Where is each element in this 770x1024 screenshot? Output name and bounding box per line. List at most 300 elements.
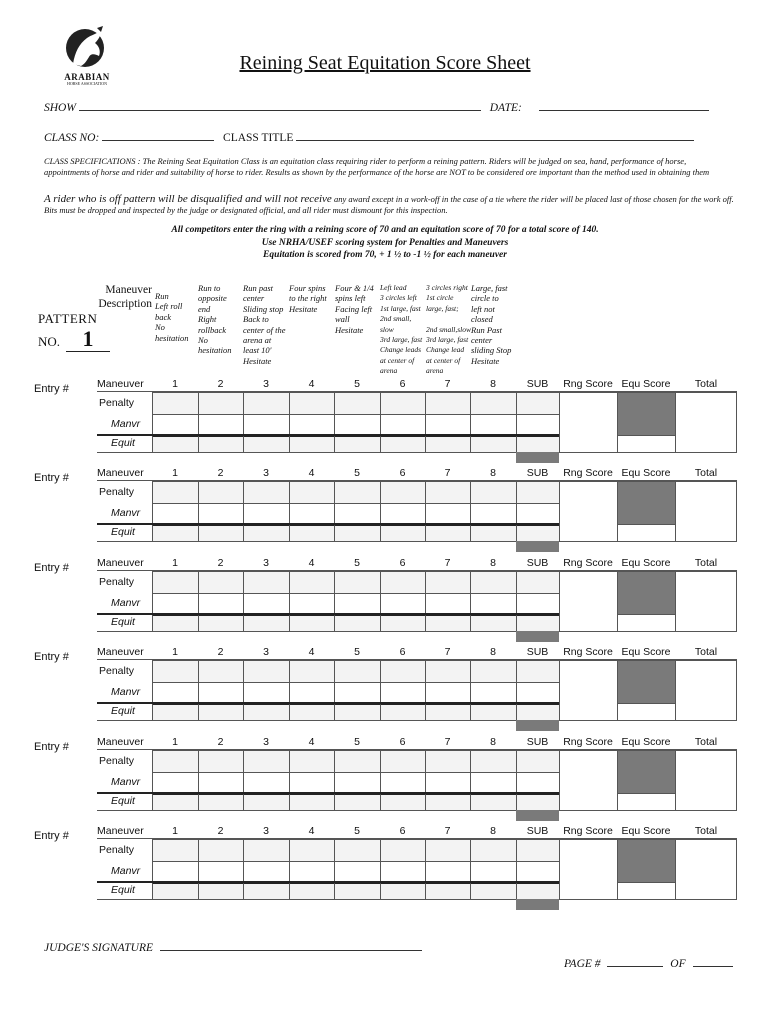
maneuver-1-manvr-cell[interactable] xyxy=(152,503,198,524)
total-cell[interactable] xyxy=(675,481,737,541)
thick-divider xyxy=(97,792,559,794)
show-field[interactable] xyxy=(79,109,481,111)
maneuver-7-manvr-cell[interactable] xyxy=(425,682,470,703)
rng-score-cell[interactable] xyxy=(559,839,617,899)
maneuver-5-equit-cell[interactable] xyxy=(334,703,380,720)
maneuver-1-equit-cell[interactable] xyxy=(152,703,198,720)
total-cell[interactable] xyxy=(675,839,737,899)
maneuver-2-penalty-cell[interactable] xyxy=(198,750,243,772)
row-divider xyxy=(559,810,737,811)
maneuver-6-manvr-cell[interactable] xyxy=(380,503,425,524)
thick-divider xyxy=(97,702,559,704)
maneuver-description-label xyxy=(92,283,152,311)
sub-penalty-cell[interactable] xyxy=(516,392,559,414)
sub-manvr-cell[interactable] xyxy=(516,682,559,703)
instruction-line: All competitors enter the ring with a reining score of 70 and an equitation score of 70 for a total score of 140. xyxy=(171,225,599,235)
maneuver-3-equit-cell[interactable] xyxy=(243,703,289,720)
maneuver-3-header: 3 xyxy=(263,378,269,390)
rng-score-header: Rng Score xyxy=(563,646,613,658)
maneuver-3-manvr-cell[interactable] xyxy=(243,861,289,882)
maneuver-4-manvr-cell[interactable] xyxy=(289,682,334,703)
maneuver-7-header: 7 xyxy=(444,467,451,479)
maneuver-6-manvr-cell[interactable] xyxy=(380,772,425,793)
page-total-field[interactable] xyxy=(693,965,733,967)
equ-score-cell[interactable] xyxy=(617,882,675,899)
disqualification-lead: A rider who is off pattern will be disqualified and will not receive xyxy=(44,193,332,205)
maneuver-1-penalty-cell[interactable] xyxy=(152,392,198,414)
maneuver-1-penalty-cell[interactable] xyxy=(152,481,198,503)
maneuver-8-header: 8 xyxy=(490,378,496,390)
maneuver-3-header: 3 xyxy=(263,736,269,748)
maneuver-header: Maneuver xyxy=(97,378,144,390)
sub-manvr-cell[interactable] xyxy=(516,861,559,882)
total-cell[interactable] xyxy=(675,392,737,452)
maneuver-8-manvr-cell[interactable] xyxy=(470,593,516,614)
score-block xyxy=(97,375,737,463)
sub-manvr-cell[interactable] xyxy=(516,414,559,435)
maneuver-6-header: 6 xyxy=(399,825,406,837)
maneuver-header: Maneuver xyxy=(97,646,144,658)
maneuver-description-2: Run to opposite end Right rollback No hesitation xyxy=(198,283,232,356)
maneuver-8-penalty-cell[interactable] xyxy=(470,392,516,414)
maneuver-1-penalty-cell[interactable] xyxy=(152,750,198,772)
total-header: Total xyxy=(694,467,718,479)
rng-score-cell[interactable] xyxy=(559,750,617,810)
maneuver-2-manvr-cell[interactable] xyxy=(198,682,243,703)
maneuver-7-header: 7 xyxy=(444,736,451,748)
judge-signature-label: JUDGE'S SIGNATURE xyxy=(44,942,154,954)
sub-penalty-cell[interactable] xyxy=(516,571,559,593)
maneuver-3-equit-cell[interactable] xyxy=(243,524,289,541)
maneuver-8-manvr-cell[interactable] xyxy=(470,861,516,882)
penalty-label: Penalty xyxy=(99,665,135,677)
maneuver-2-equit-cell[interactable] xyxy=(198,524,243,541)
maneuver-1-equit-cell[interactable] xyxy=(152,882,198,899)
maneuver-1-equit-cell[interactable] xyxy=(152,435,198,452)
entry-number-label: Entry # xyxy=(34,830,69,842)
rng-score-header: Rng Score xyxy=(563,557,613,569)
maneuver-1-equit-cell[interactable] xyxy=(152,793,198,810)
maneuver-8-header: 8 xyxy=(490,646,496,658)
total-cell[interactable] xyxy=(675,571,737,631)
maneuver-2-manvr-cell[interactable] xyxy=(198,593,243,614)
maneuver-4-penalty-cell[interactable] xyxy=(289,392,334,414)
maneuver-6-manvr-cell[interactable] xyxy=(380,682,425,703)
rng-score-header: Rng Score xyxy=(563,378,613,390)
date-label: DATE: xyxy=(489,102,522,114)
entry-number-label: Entry # xyxy=(34,562,69,574)
maneuver-6-penalty-cell[interactable] xyxy=(380,839,425,861)
judge-signature-row xyxy=(44,942,422,954)
maneuver-5-manvr-cell[interactable] xyxy=(334,503,380,524)
maneuver-8-header: 8 xyxy=(490,736,496,748)
sub-shaded-cell xyxy=(516,720,559,731)
maneuver-1-header: 1 xyxy=(172,646,178,658)
maneuver-3-manvr-cell[interactable] xyxy=(243,414,289,435)
row-divider xyxy=(97,541,516,542)
maneuver-7-penalty-cell[interactable] xyxy=(425,750,470,772)
maneuver-3-penalty-cell[interactable] xyxy=(243,839,289,861)
class-title-label: CLASS TITLE xyxy=(223,132,294,144)
maneuver-5-manvr-cell[interactable] xyxy=(334,593,380,614)
maneuver-4-manvr-cell[interactable] xyxy=(289,414,334,435)
maneuver-2-manvr-cell[interactable] xyxy=(198,503,243,524)
maneuver-7-penalty-cell[interactable] xyxy=(425,839,470,861)
maneuver-3-penalty-cell[interactable] xyxy=(243,660,289,682)
maneuver-4-header: 4 xyxy=(308,646,315,658)
penalty-label: Penalty xyxy=(99,486,135,498)
penalty-label: Penalty xyxy=(99,397,135,409)
maneuver-2-equit-cell[interactable] xyxy=(198,614,243,631)
maneuver-4-equit-cell[interactable] xyxy=(289,703,334,720)
maneuver-5-equit-cell[interactable] xyxy=(334,882,380,899)
maneuver-7-header: 7 xyxy=(444,378,451,390)
maneuver-1-penalty-cell[interactable] xyxy=(152,571,198,593)
row-divider xyxy=(97,810,516,811)
thick-divider xyxy=(97,434,559,436)
maneuver-5-equit-cell[interactable] xyxy=(334,793,380,810)
maneuver-5-penalty-cell[interactable] xyxy=(334,481,380,503)
maneuver-5-equit-cell[interactable] xyxy=(334,524,380,541)
maneuver-4-manvr-cell[interactable] xyxy=(289,861,334,882)
total-header: Total xyxy=(694,825,718,837)
maneuver-7-equit-cell[interactable] xyxy=(425,793,470,810)
maneuver-8-penalty-cell[interactable] xyxy=(470,750,516,772)
maneuver-4-manvr-cell[interactable] xyxy=(289,772,334,793)
maneuver-6-equit-cell[interactable] xyxy=(380,435,425,452)
total-header: Total xyxy=(694,378,718,390)
header-divider xyxy=(97,659,737,660)
maneuver-2-header: 2 xyxy=(217,646,224,658)
maneuver-3-manvr-cell[interactable] xyxy=(243,772,289,793)
maneuver-3-manvr-cell[interactable] xyxy=(243,593,289,614)
maneuver-4-header: 4 xyxy=(308,736,315,748)
sub-equit-cell[interactable] xyxy=(516,524,559,541)
row-divider xyxy=(97,452,516,453)
maneuver-1-manvr-cell[interactable] xyxy=(152,414,198,435)
maneuver-3-penalty-cell[interactable] xyxy=(243,750,289,772)
maneuver-2-manvr-cell[interactable] xyxy=(198,414,243,435)
maneuver-5-equit-cell[interactable] xyxy=(334,614,380,631)
manvr-label: Manvr xyxy=(111,865,141,877)
maneuver-description-5: Four & 1/4 spins left Facing left wall Hesitate xyxy=(335,283,374,335)
maneuver-1-header: 1 xyxy=(172,825,178,837)
maneuver-4-equit-cell[interactable] xyxy=(289,793,334,810)
maneuver-header: Maneuver xyxy=(97,825,144,837)
maneuver-8-penalty-cell[interactable] xyxy=(470,571,516,593)
maneuver-8-penalty-cell[interactable] xyxy=(470,660,516,682)
maneuver-5-manvr-cell[interactable] xyxy=(334,414,380,435)
sub-penalty-cell[interactable] xyxy=(516,750,559,772)
maneuver-7-header: 7 xyxy=(444,557,451,569)
maneuver-8-equit-cell[interactable] xyxy=(470,435,516,452)
maneuver-description-7: 3 circles right 1st circle large, fast; 2nd small,slow 3rd large, fast Change lead at center of arena xyxy=(426,283,472,376)
maneuver-6-penalty-cell[interactable] xyxy=(380,750,425,772)
maneuver-6-equit-cell[interactable] xyxy=(380,703,425,720)
maneuver-7-equit-cell[interactable] xyxy=(425,524,470,541)
maneuver-4-manvr-cell[interactable] xyxy=(289,503,334,524)
maneuver-7-manvr-cell[interactable] xyxy=(425,503,470,524)
equ-score-cell[interactable] xyxy=(617,524,675,541)
maneuver-8-manvr-cell[interactable] xyxy=(470,682,516,703)
class-specifications: CLASS SPECIFICATIONS : The Reining Seat Equitation Class is an equitation class requiring rider to perform a reining pattern. Riders will be judged on sea, hand, performance of horse, appointments of horse and rider and suitability of horse to rider. Results as shown by the performance of the horse are NOT to be considered ore important than the method used in obtaining them xyxy=(44,156,710,177)
class-no-field[interactable] xyxy=(102,139,214,141)
header-divider xyxy=(97,391,737,392)
row-divider xyxy=(97,720,516,721)
maneuver-3-equit-cell[interactable] xyxy=(243,435,289,452)
maneuver-7-manvr-cell[interactable] xyxy=(425,593,470,614)
maneuver-1-manvr-cell[interactable] xyxy=(152,861,198,882)
maneuver-6-manvr-cell[interactable] xyxy=(380,414,425,435)
maneuver-3-header: 3 xyxy=(263,467,269,479)
total-cell[interactable] xyxy=(675,660,737,720)
maneuver-5-manvr-cell[interactable] xyxy=(334,772,380,793)
equit-label: Equit xyxy=(111,526,135,538)
maneuver-2-equit-cell[interactable] xyxy=(198,793,243,810)
total-cell[interactable] xyxy=(675,750,737,810)
maneuver-3-header: 3 xyxy=(263,646,269,658)
maneuver-4-manvr-cell[interactable] xyxy=(289,593,334,614)
page-number-row xyxy=(564,958,733,970)
maneuver-7-penalty-cell[interactable] xyxy=(425,571,470,593)
sub-equit-cell[interactable] xyxy=(516,435,559,452)
sub-penalty-cell[interactable] xyxy=(516,481,559,503)
maneuver-2-penalty-cell[interactable] xyxy=(198,839,243,861)
row-divider xyxy=(559,899,737,900)
maneuver-4-penalty-cell[interactable] xyxy=(289,750,334,772)
maneuver-6-penalty-cell[interactable] xyxy=(380,392,425,414)
sub-header: SUB xyxy=(526,646,549,658)
disqualification-note xyxy=(44,194,734,216)
sub-equit-cell[interactable] xyxy=(516,793,559,810)
maneuver-6-manvr-cell[interactable] xyxy=(380,593,425,614)
maneuver-8-equit-cell[interactable] xyxy=(470,703,516,720)
maneuver-1-penalty-cell[interactable] xyxy=(152,839,198,861)
rng-score-cell[interactable] xyxy=(559,392,617,452)
sub-header: SUB xyxy=(526,825,549,837)
maneuver-7-equit-cell[interactable] xyxy=(425,435,470,452)
pattern-number: 1 xyxy=(66,327,110,352)
maneuver-8-penalty-cell[interactable] xyxy=(470,481,516,503)
maneuver-5-manvr-cell[interactable] xyxy=(334,861,380,882)
equ-score-shaded-cell xyxy=(617,481,675,524)
maneuver-3-penalty-cell[interactable] xyxy=(243,392,289,414)
sub-manvr-cell[interactable] xyxy=(516,503,559,524)
maneuver-7-penalty-cell[interactable] xyxy=(425,481,470,503)
sub-penalty-cell[interactable] xyxy=(516,839,559,861)
maneuver-6-penalty-cell[interactable] xyxy=(380,481,425,503)
sub-header: SUB xyxy=(526,467,549,479)
maneuver-8-header: 8 xyxy=(490,825,496,837)
maneuver-7-equit-cell[interactable] xyxy=(425,614,470,631)
maneuver-2-penalty-cell[interactable] xyxy=(198,481,243,503)
maneuver-4-equit-cell[interactable] xyxy=(289,882,334,899)
maneuver-8-equit-cell[interactable] xyxy=(470,793,516,810)
maneuver-6-header: 6 xyxy=(399,736,406,748)
maneuver-1-header: 1 xyxy=(172,378,178,390)
thick-divider xyxy=(97,881,559,883)
sub-equit-cell[interactable] xyxy=(516,882,559,899)
equ-score-cell[interactable] xyxy=(617,703,675,720)
maneuver-2-manvr-cell[interactable] xyxy=(198,861,243,882)
score-block xyxy=(97,554,737,642)
maneuver-8-equit-cell[interactable] xyxy=(470,524,516,541)
sub-manvr-cell[interactable] xyxy=(516,772,559,793)
sub-header: SUB xyxy=(526,557,549,569)
maneuver-2-penalty-cell[interactable] xyxy=(198,660,243,682)
maneuver-7-manvr-cell[interactable] xyxy=(425,772,470,793)
equ-score-cell[interactable] xyxy=(617,793,675,810)
maneuver-2-header: 2 xyxy=(217,736,224,748)
maneuver-6-header: 6 xyxy=(399,557,406,569)
disqualification-rest: any award except in a work-off in the case of a tie where the rider will be placed last of those chosen for the work off. Bits must be dropped and inspected by the judge or designated official, and all rider must dismount for this inspection. xyxy=(44,194,734,215)
maneuver-5-manvr-cell[interactable] xyxy=(334,682,380,703)
maneuver-5-header: 5 xyxy=(354,467,360,479)
maneuver-5-penalty-cell[interactable] xyxy=(334,660,380,682)
equ-score-cell[interactable] xyxy=(617,435,675,452)
logo-subtext: HORSE ASSOCIATION xyxy=(66,81,108,86)
maneuver-2-header: 2 xyxy=(217,378,224,390)
maneuver-8-manvr-cell[interactable] xyxy=(470,772,516,793)
maneuver-5-equit-cell[interactable] xyxy=(334,435,380,452)
date-field[interactable] xyxy=(539,109,709,111)
sub-penalty-cell[interactable] xyxy=(516,660,559,682)
sub-equit-cell[interactable] xyxy=(516,614,559,631)
maneuver-8-manvr-cell[interactable] xyxy=(470,414,516,435)
maneuver-1-header: 1 xyxy=(172,557,178,569)
maneuver-8-manvr-cell[interactable] xyxy=(470,503,516,524)
maneuver-6-manvr-cell[interactable] xyxy=(380,861,425,882)
page-label: PAGE # xyxy=(564,958,601,970)
maneuver-5-penalty-cell[interactable] xyxy=(334,392,380,414)
maneuver-5-penalty-cell[interactable] xyxy=(334,571,380,593)
rng-score-cell[interactable] xyxy=(559,571,617,631)
maneuver-1-manvr-cell[interactable] xyxy=(152,772,198,793)
maneuver-2-manvr-cell[interactable] xyxy=(198,772,243,793)
row-divider xyxy=(559,541,737,542)
of-label: OF xyxy=(670,958,686,970)
maneuver-4-equit-cell[interactable] xyxy=(289,435,334,452)
thick-divider xyxy=(97,613,559,615)
rng-score-cell[interactable] xyxy=(559,660,617,720)
rng-score-header: Rng Score xyxy=(563,467,613,479)
class-no-label: CLASS NO: xyxy=(44,132,100,144)
score-block xyxy=(97,643,737,731)
maneuver-8-equit-cell[interactable] xyxy=(470,882,516,899)
maneuver-4-penalty-cell[interactable] xyxy=(289,660,334,682)
maneuver-4-header: 4 xyxy=(308,557,315,569)
sub-header: SUB xyxy=(526,378,549,390)
penalty-label: Penalty xyxy=(99,844,135,856)
maneuver-description-4: Four spins to the right Hesitate xyxy=(289,283,327,314)
maneuver-2-equit-cell[interactable] xyxy=(198,703,243,720)
maneuver-3-manvr-cell[interactable] xyxy=(243,682,289,703)
maneuver-description-3: Run past center Sliding stop Back to center of the arena at least 10' Hesitate xyxy=(243,283,286,366)
equ-score-shaded-cell xyxy=(617,750,675,793)
sub-header: SUB xyxy=(526,736,549,748)
maneuver-5-penalty-cell[interactable] xyxy=(334,750,380,772)
page-number-field[interactable] xyxy=(607,965,663,967)
header-divider xyxy=(97,480,737,481)
maneuver-3-equit-cell[interactable] xyxy=(243,793,289,810)
maneuver-6-header: 6 xyxy=(399,646,406,658)
header-divider xyxy=(97,838,737,839)
manvr-label: Manvr xyxy=(111,418,141,430)
maneuver-6-equit-cell[interactable] xyxy=(380,524,425,541)
maneuver-4-equit-cell[interactable] xyxy=(289,524,334,541)
maneuver-1-equit-cell[interactable] xyxy=(152,614,198,631)
maneuver-6-equit-cell[interactable] xyxy=(380,614,425,631)
maneuver-8-penalty-cell[interactable] xyxy=(470,839,516,861)
maneuver-1-manvr-cell[interactable] xyxy=(152,682,198,703)
maneuver-7-penalty-cell[interactable] xyxy=(425,392,470,414)
maneuver-3-equit-cell[interactable] xyxy=(243,614,289,631)
maneuver-header: Maneuver xyxy=(97,736,144,748)
sub-equit-cell[interactable] xyxy=(516,703,559,720)
maneuver-2-equit-cell[interactable] xyxy=(198,435,243,452)
judge-signature-field[interactable] xyxy=(160,949,422,951)
maneuver-5-penalty-cell[interactable] xyxy=(334,839,380,861)
maneuver-6-equit-cell[interactable] xyxy=(380,793,425,810)
maneuver-7-equit-cell[interactable] xyxy=(425,703,470,720)
maneuver-7-manvr-cell[interactable] xyxy=(425,414,470,435)
equit-label: Equit xyxy=(111,616,135,628)
header-divider xyxy=(97,570,737,571)
maneuver-8-header: 8 xyxy=(490,557,496,569)
sub-shaded-cell xyxy=(516,631,559,642)
entry-number-label: Entry # xyxy=(34,472,69,484)
equ-score-header: Equ Score xyxy=(621,646,671,658)
maneuver-8-equit-cell[interactable] xyxy=(470,614,516,631)
maneuver-5-header: 5 xyxy=(354,825,360,837)
row-divider xyxy=(559,452,737,453)
maneuver-4-header: 4 xyxy=(308,825,315,837)
maneuver-3-equit-cell[interactable] xyxy=(243,882,289,899)
maneuver-7-equit-cell[interactable] xyxy=(425,882,470,899)
maneuver-4-penalty-cell[interactable] xyxy=(289,571,334,593)
maneuver-3-penalty-cell[interactable] xyxy=(243,481,289,503)
maneuver-6-penalty-cell[interactable] xyxy=(380,571,425,593)
maneuver-1-penalty-cell[interactable] xyxy=(152,660,198,682)
maneuver-4-penalty-cell[interactable] xyxy=(289,839,334,861)
maneuver-6-equit-cell[interactable] xyxy=(380,882,425,899)
maneuver-2-equit-cell[interactable] xyxy=(198,882,243,899)
maneuver-1-manvr-cell[interactable] xyxy=(152,593,198,614)
rng-score-cell[interactable] xyxy=(559,481,617,541)
rng-score-header: Rng Score xyxy=(563,825,613,837)
total-header: Total xyxy=(694,646,718,658)
score-block xyxy=(97,822,737,910)
maneuver-7-manvr-cell[interactable] xyxy=(425,861,470,882)
sub-manvr-cell[interactable] xyxy=(516,593,559,614)
class-title-field[interactable] xyxy=(296,139,694,141)
entry-number-label: Entry # xyxy=(34,651,69,663)
equ-score-cell[interactable] xyxy=(617,614,675,631)
maneuver-2-penalty-cell[interactable] xyxy=(198,392,243,414)
maneuver-6-penalty-cell[interactable] xyxy=(380,660,425,682)
maneuver-4-penalty-cell[interactable] xyxy=(289,481,334,503)
maneuver-3-manvr-cell[interactable] xyxy=(243,503,289,524)
maneuver-7-penalty-cell[interactable] xyxy=(425,660,470,682)
thick-divider xyxy=(97,523,559,525)
maneuver-4-header: 4 xyxy=(308,378,315,390)
equit-label: Equit xyxy=(111,884,135,896)
maneuver-4-equit-cell[interactable] xyxy=(289,614,334,631)
maneuver-3-penalty-cell[interactable] xyxy=(243,571,289,593)
maneuver-2-penalty-cell[interactable] xyxy=(198,571,243,593)
maneuver-1-equit-cell[interactable] xyxy=(152,524,198,541)
equ-score-shaded-cell xyxy=(617,571,675,614)
